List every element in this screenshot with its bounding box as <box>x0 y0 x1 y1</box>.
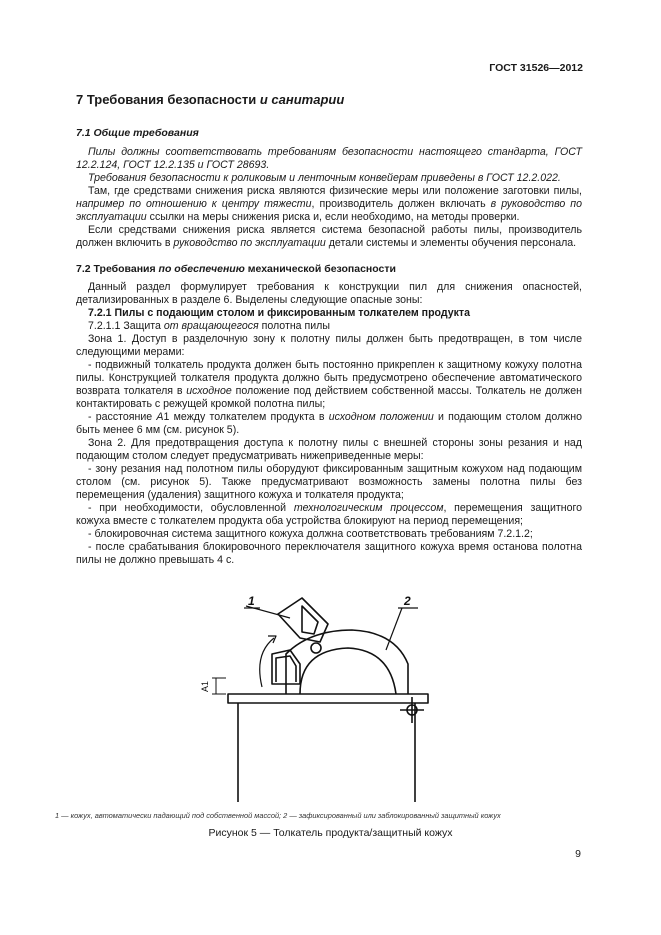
section-title: 7 Требования безопасности и санитарии <box>76 92 345 107</box>
list-item: - блокировочная система защитного кожуха должна соответствовать требованиям 7.2.1.2; <box>88 528 533 540</box>
subsection-7-1-body <box>76 146 582 250</box>
list-item: - расстояние А1 между толкателем продукта в исходном положении и подающим столом должно быть менее 6 мм (см. рисунок 5). <box>76 411 582 436</box>
paragraph: Требования безопасности к роликовым и ленточным конвейерам приведены в ГОСТ 12.2.022. <box>88 172 561 184</box>
paragraph: Там, где средствами снижения риска являются физические меры или положение заготовки пилы, например по отношению к центру тяжести, производитель должен включать в руководство по эксплуатации ссылки на меры снижения риска и, если необходимо, на методы проверки. <box>76 185 582 223</box>
list-item: - после срабатывания блокировочного переключателя защитного кожуха время останова полотна пилы не должно превышать 4 с. <box>76 541 582 566</box>
dimension-label: А1 <box>200 680 210 692</box>
hinge-pin <box>311 643 321 653</box>
figure-5-drawing <box>190 592 450 807</box>
feed-table <box>228 694 428 703</box>
subsection-7-2-title: 7.2 Требования по обеспечению механической безопасности <box>76 263 396 275</box>
paragraph: Если средствами снижения риска является система безопасной работы пилы, производитель должен включить в руководство по эксплуатации детали системы и элементы обучения персонала. <box>76 224 582 249</box>
subsection-7-1-title: 7.1 Общие требования <box>76 127 199 139</box>
figure-caption: 1 — кожух, автоматически падающий под собственной массой; 2 — зафиксированный или заблокированный защитный кожух <box>55 811 501 820</box>
list-item: - подвижный толкатель продукта должен быть постоянно прикреплен к защитному кожуху полотна пилы. Конструкцией толкателя продукта должно быть предусмотрено обеспечение автоматического возврата толкателя в исходное положение под действием собственной массы. Толкатель не должен контактировать с режущей кромкой полотна пилы; <box>76 359 582 410</box>
paragraph: Зона 2. Для предотвращения доступа к полотну пилы с внешней стороны зоны резания и над подающим столом следует предусматривать нижеприведенные меры: <box>76 437 582 462</box>
page-number: 9 <box>575 848 581 860</box>
paragraph: Данный раздел формулирует требования к конструкции пил для снижения опасностей, детализированных в разделе 6. Выделены следующие опасные зоны: <box>76 281 582 306</box>
saw-blade-outline <box>300 648 396 694</box>
hinged-cover <box>278 598 328 642</box>
figure-title: Рисунок 5 — Толкатель продукта/защитный кожух <box>208 827 453 839</box>
figure-label-2: 2 <box>404 594 411 608</box>
paragraph: Пилы должны соответствовать требованиям безопасности настоящего стандарта, ГОСТ 12.2.124, ГОСТ 12.2.135 и ГОСТ 28693. <box>76 146 582 171</box>
list-item: - при необходимости, обусловленной технологическим процессом, перемещения защитного кожуха вместе с толкателем продукта оба устройства блокируют на период перемещения; <box>76 502 582 527</box>
clause-7-2-1-title: 7.2.1 Пилы с подающим столом и фиксированным толкателем продукта <box>88 307 471 319</box>
list-item: - зону резания над полотном пилы оборудуют фиксированным защитным кожухом над подающим столом (см. рисунок 5). Также предусматривают возможность замены полотна пилы без перемещения (удаления) защитного кожуха и толкателя продукта; <box>76 463 582 501</box>
subsection-7-2-body <box>76 281 582 567</box>
document-header: ГОСТ 31526—2012 <box>489 62 583 74</box>
paragraph: Зона 1. Доступ в разделочную зону к полотну пилы должен быть предотвращен, в том числе следующими мерами: <box>76 333 582 358</box>
hinged-cover-inner <box>302 606 318 634</box>
figure-label-1: 1 <box>248 594 255 608</box>
clause-7-2-1-1-title: 7.2.1.1 Защита от вращающегося полотна пилы <box>88 320 330 332</box>
